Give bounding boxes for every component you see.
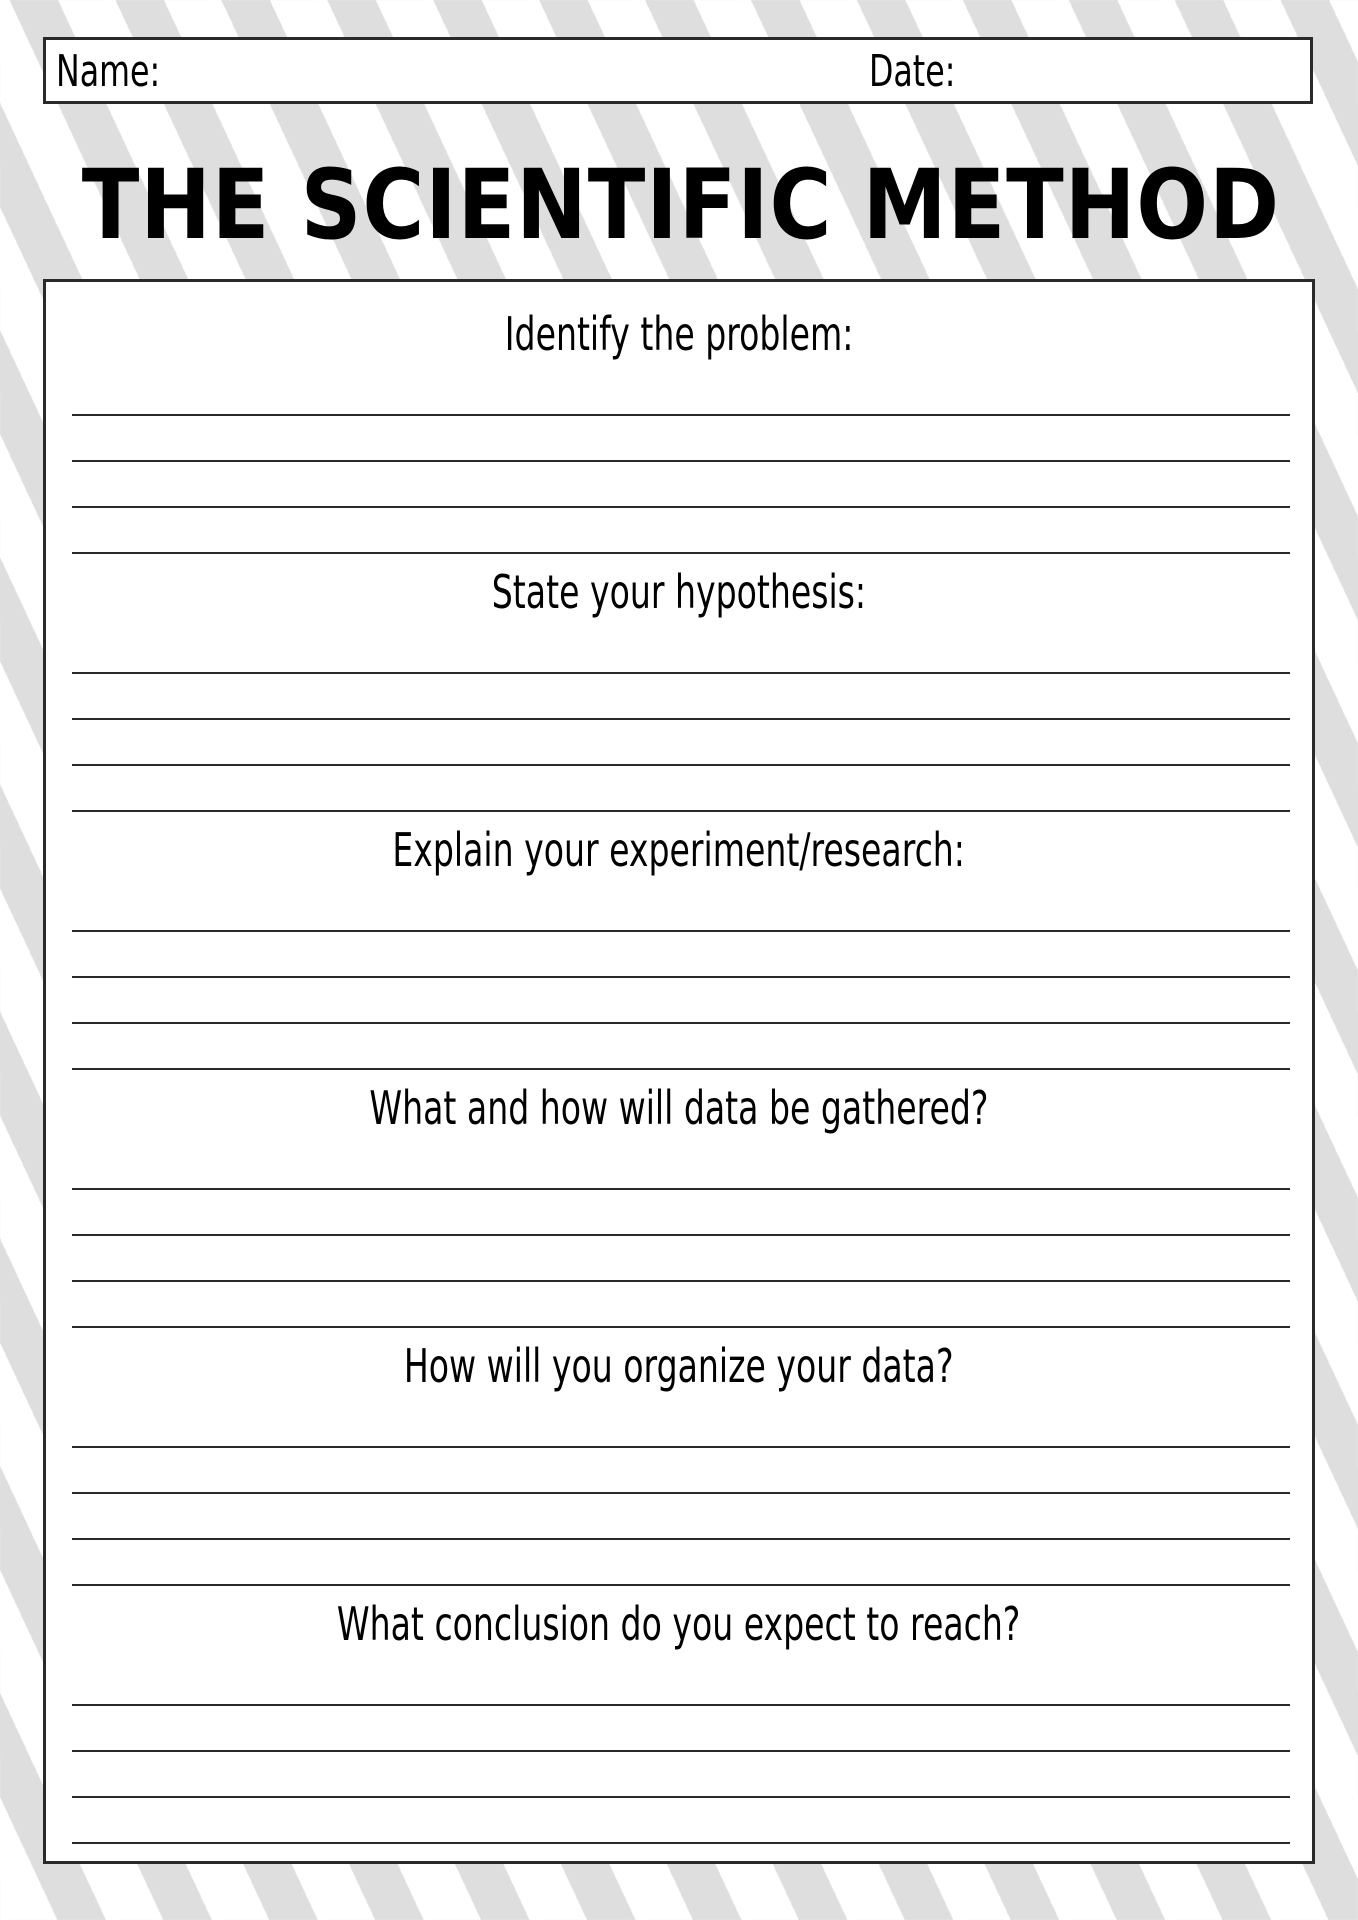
answer-line[interactable] xyxy=(72,1796,1290,1798)
name-date-header xyxy=(43,37,1313,104)
answer-line[interactable] xyxy=(72,976,1290,978)
answer-line[interactable] xyxy=(72,1022,1290,1024)
page-title xyxy=(0,150,1358,260)
section-prompt: State your hypothesis: xyxy=(491,565,867,619)
name-label: Name: xyxy=(56,46,161,97)
section-prompt: Explain your experiment/research: xyxy=(392,823,966,877)
date-label: Date: xyxy=(869,46,956,97)
answer-line[interactable] xyxy=(72,460,1290,462)
answer-line[interactable] xyxy=(72,1446,1290,1448)
answer-line[interactable] xyxy=(72,414,1290,416)
answer-line[interactable] xyxy=(72,672,1290,674)
answer-line[interactable] xyxy=(72,718,1290,720)
answer-line[interactable] xyxy=(72,930,1290,932)
answer-line[interactable] xyxy=(72,1538,1290,1540)
section-prompt: Identify the problem: xyxy=(504,307,854,361)
worksheet-box xyxy=(43,279,1315,1864)
section-prompt: How will you organize your data? xyxy=(404,1339,954,1393)
answer-line[interactable] xyxy=(72,1188,1290,1190)
answer-line[interactable] xyxy=(72,1280,1290,1282)
section-prompt: What conclusion do you expect to reach? xyxy=(337,1597,1021,1651)
section-prompt: What and how will data be gathered? xyxy=(369,1081,989,1135)
answer-line[interactable] xyxy=(72,764,1290,766)
answer-line[interactable] xyxy=(72,1704,1290,1706)
answer-line[interactable] xyxy=(72,1750,1290,1752)
answer-line[interactable] xyxy=(72,506,1290,508)
answer-line[interactable] xyxy=(72,1492,1290,1494)
page-title-text: THE SCIENTIFIC METHOD xyxy=(81,149,1280,261)
answer-line[interactable] xyxy=(72,1842,1290,1844)
answer-line[interactable] xyxy=(72,1234,1290,1236)
